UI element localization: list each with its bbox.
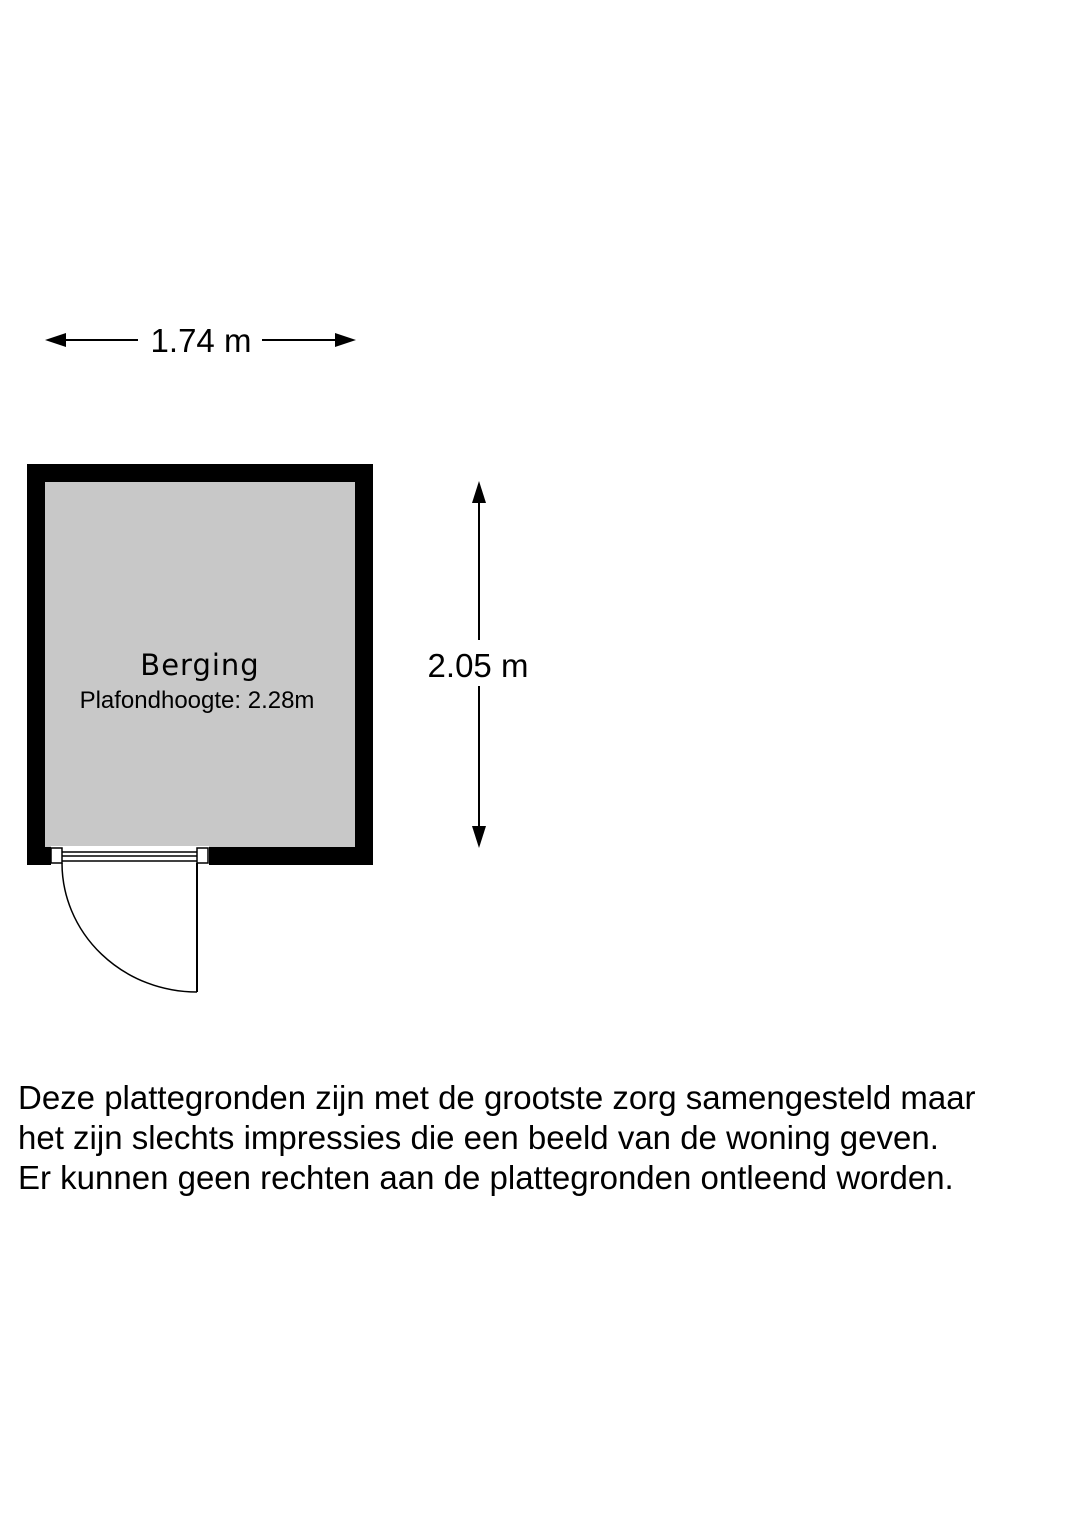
arrow-right-icon (335, 333, 356, 347)
arrow-down-icon (472, 826, 486, 848)
room-name: Berging (140, 648, 260, 682)
disclaimer-line: Deze plattegronden zijn met de grootste zorg samengesteld maar (18, 1079, 976, 1116)
width-dimension-label: 1.74 m (150, 322, 252, 359)
door-swing-icon (62, 863, 197, 992)
height-dimension-label: 2.05 m (427, 647, 529, 684)
height-dimension (428, 481, 529, 848)
room-ceiling-height: Plafondhoogte: 2.28m (79, 687, 315, 714)
arrow-left-icon (45, 333, 66, 347)
room-berging (27, 464, 373, 992)
arrow-up-icon (472, 481, 486, 503)
width-dimension (45, 322, 356, 359)
disclaimer-line: Er kunnen geen rechten aan de plattegronden ontleend worden. (18, 1159, 954, 1196)
disclaimer (18, 1078, 1073, 1198)
disclaimer-line: het zijn slechts impressies die een beeld van de woning geven. (18, 1119, 939, 1156)
